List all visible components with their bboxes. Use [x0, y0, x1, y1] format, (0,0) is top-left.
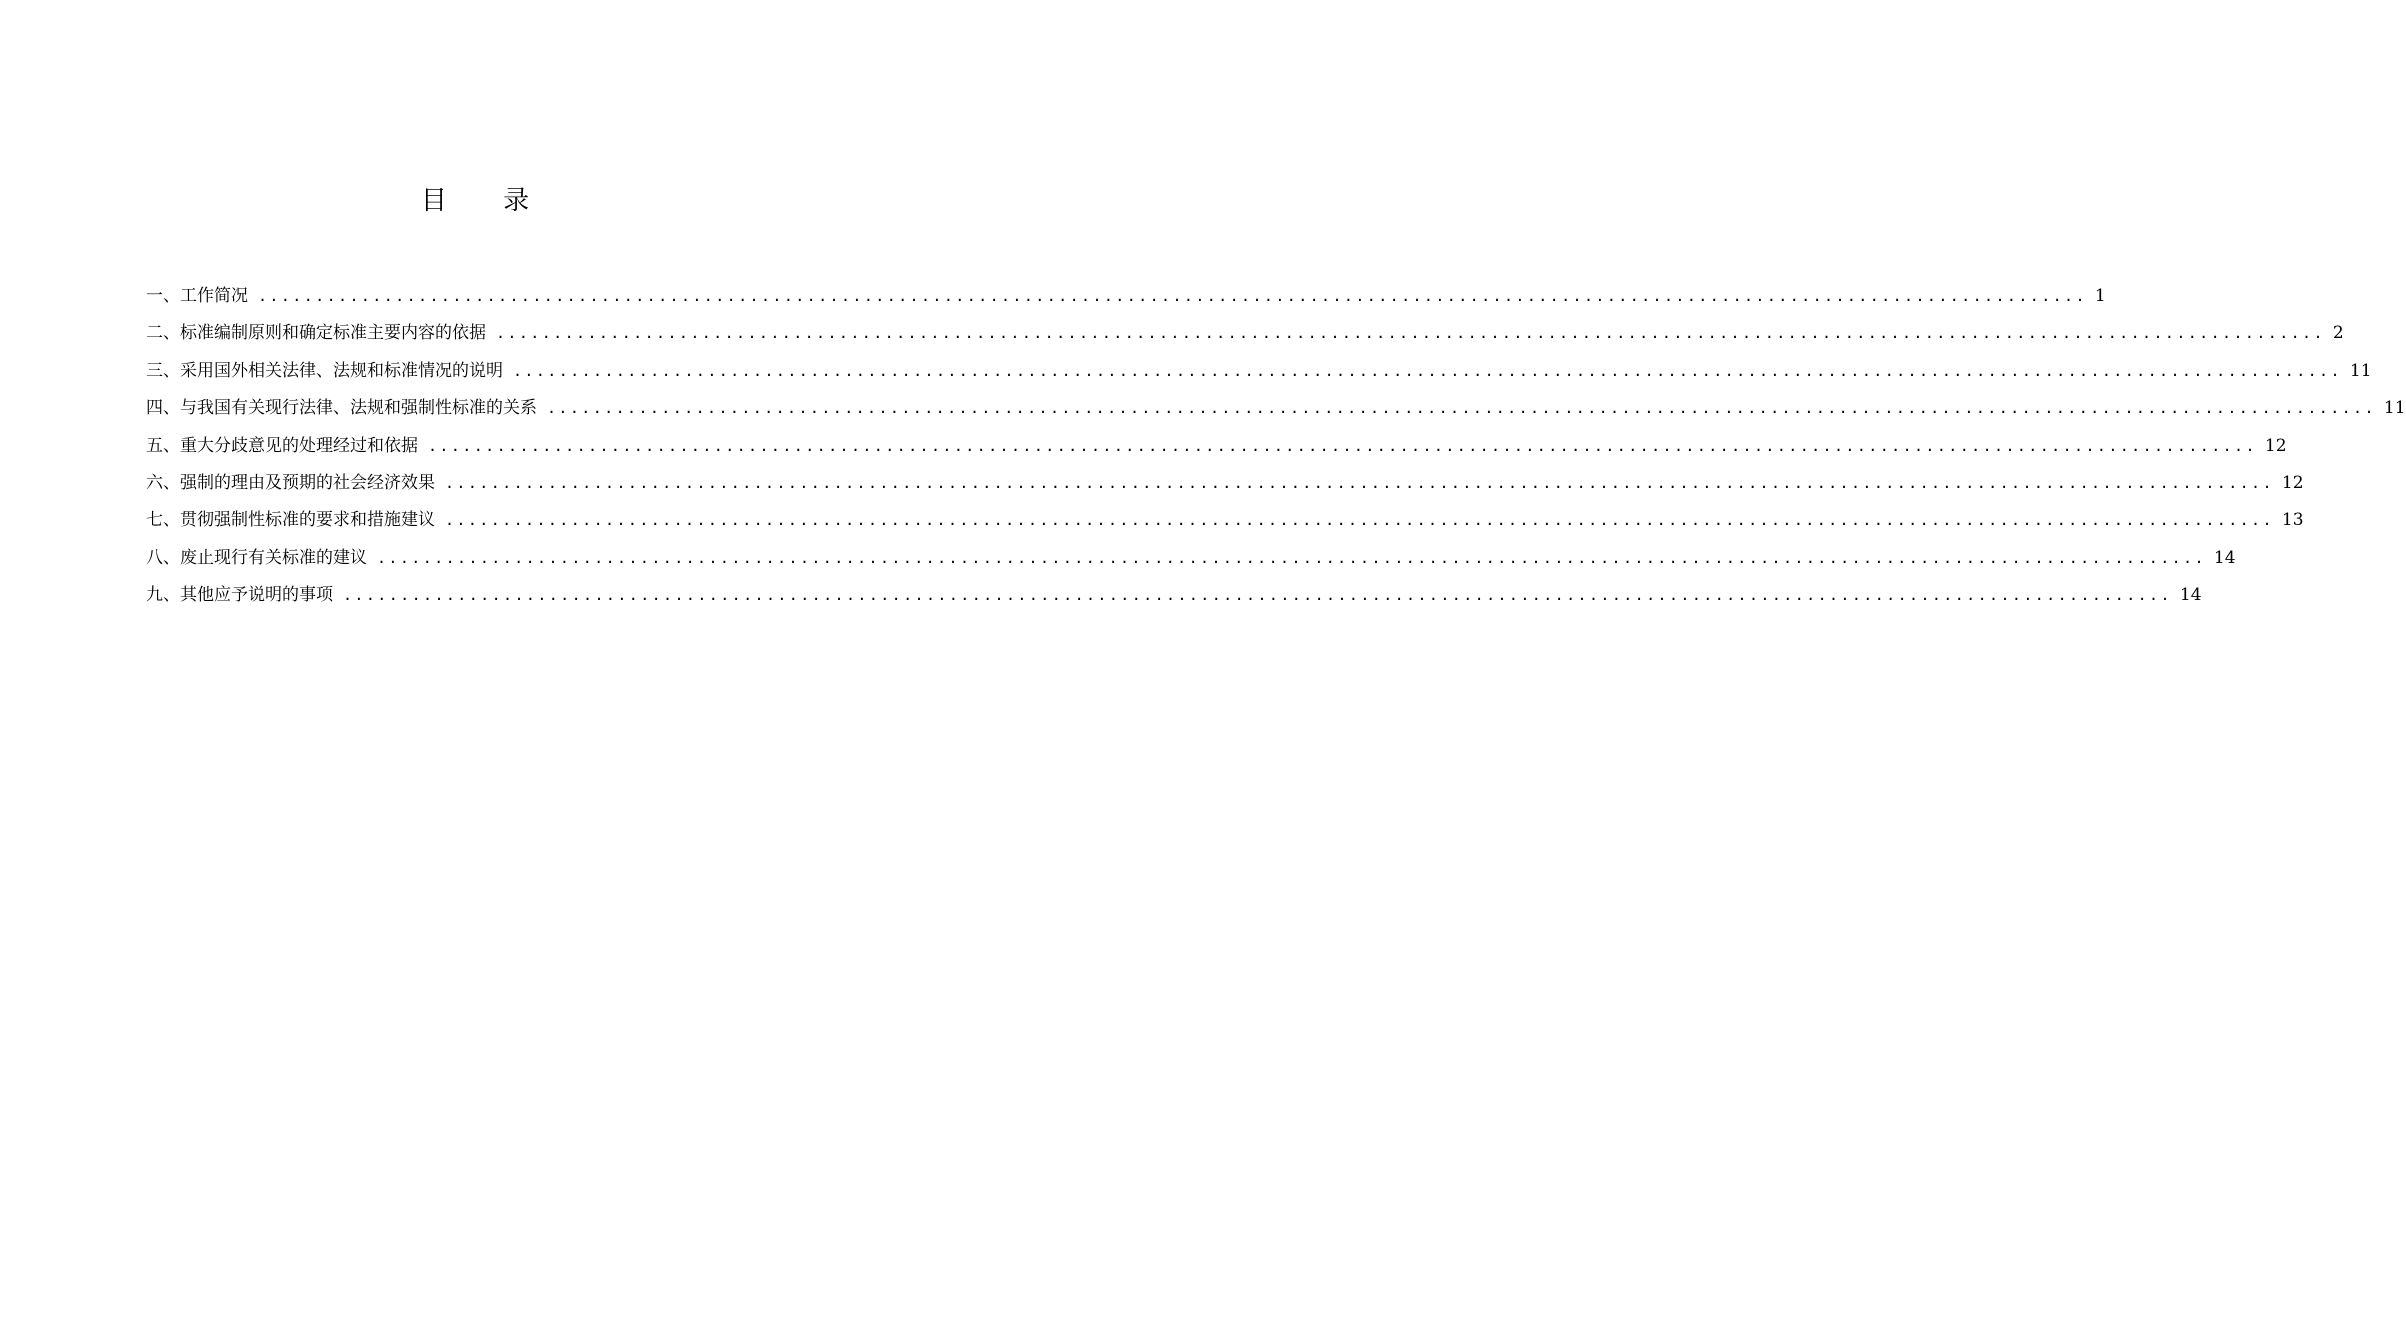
- toc-title: 目 录: [420, 186, 554, 216]
- toc-entry-page: 13: [2281, 510, 2304, 531]
- toc-entry-label: 二、标准编制原则和确定标准主要内容的依据: [146, 323, 486, 344]
- toc-dot-leader: ................................................................................................................................................................: [377, 548, 2206, 567]
- toc-entry-label: 九、其他应予说明的事项: [146, 585, 333, 606]
- toc-entry-label: 四、与我国有关现行法律、法规和强制性标准的关系: [146, 398, 537, 419]
- toc-entry-page: 1: [2094, 286, 2106, 306]
- toc-dot-leader: ................................................................................................................................................................: [258, 287, 2087, 305]
- toc-entry[interactable]: [146, 431, 2287, 468]
- toc-entry-page: 12: [2264, 435, 2287, 456]
- toc-entry[interactable]: [146, 468, 2304, 505]
- toc-entry-page: 2: [2332, 323, 2344, 344]
- toc-entry-page: 14: [2179, 585, 2202, 606]
- toc-entry-page: 11: [2383, 398, 2406, 419]
- toc-dot-leader: ................................................................................................................................................................: [428, 436, 2257, 455]
- toc-entry-page: 12: [2281, 472, 2304, 493]
- toc-entry[interactable]: [146, 543, 2236, 580]
- toc-entry-label: 一、工作简况: [146, 286, 248, 306]
- toc-entry-label: 六、强制的理由及预期的社会经济效果: [146, 472, 435, 493]
- toc-entry[interactable]: [146, 318, 2344, 355]
- toc-entry-page: 14: [2213, 547, 2236, 568]
- toc-entry-label: 八、废止现行有关标准的建议: [146, 547, 367, 568]
- toc-dot-leader: ................................................................................................................................................................: [547, 399, 2376, 418]
- toc-entry[interactable]: [146, 393, 2406, 430]
- toc-dot-leader: ................................................................................................................................................................: [496, 324, 2325, 343]
- toc-dot-leader: ................................................................................................................................................................: [343, 586, 2172, 605]
- toc-entry[interactable]: [146, 281, 2106, 318]
- toc-dot-leader: ................................................................................................................................................................: [445, 473, 2274, 492]
- toc-entry-label: 七、贯彻强制性标准的要求和措施建议: [146, 510, 435, 531]
- toc-entry[interactable]: [146, 505, 2304, 542]
- toc-dot-leader: ................................................................................................................................................................: [445, 511, 2274, 530]
- toc-entry-page: 11: [2349, 360, 2372, 381]
- toc-entry[interactable]: [146, 580, 2202, 617]
- toc-entry-label: 五、重大分歧意见的处理经过和依据: [146, 435, 418, 456]
- toc-entry[interactable]: [146, 356, 2372, 393]
- toc-dot-leader: ................................................................................................................................................................: [513, 361, 2342, 380]
- toc-entry-label: 三、采用国外相关法律、法规和标准情况的说明: [146, 360, 503, 381]
- toc-list: [146, 281, 2406, 618]
